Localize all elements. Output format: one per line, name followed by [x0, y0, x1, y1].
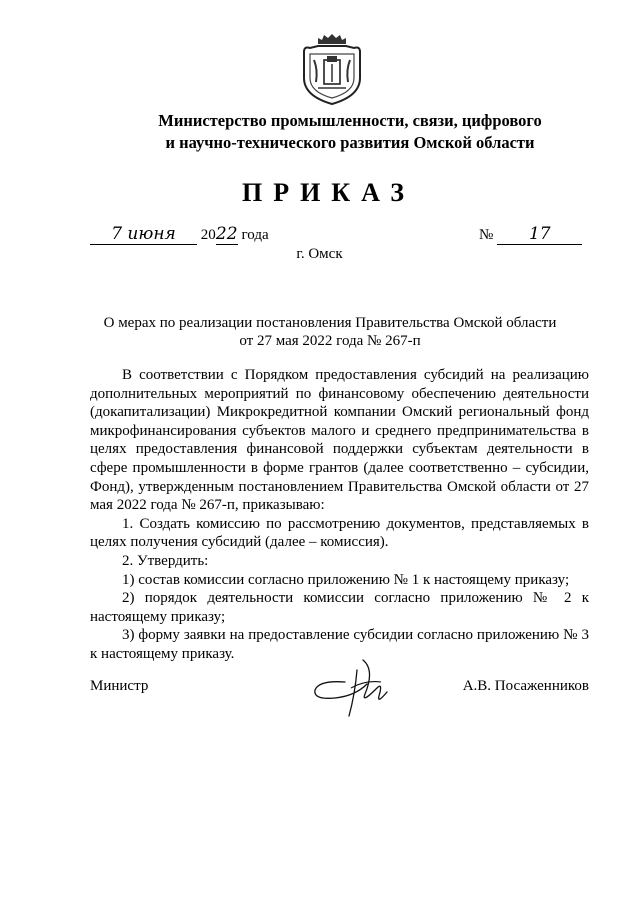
- ministry-name-line2: и научно-технического развития Омской области: [165, 133, 535, 152]
- subject-line2: от 27 мая 2022 года № 267-п: [239, 333, 421, 349]
- body-item-2: 2. Утвердить:: [122, 552, 209, 569]
- date-day-month: 7 июня: [90, 224, 197, 245]
- ministry-name: [100, 110, 600, 154]
- body-intro: В соответствии с Порядком предоставления субсидий на реализацию дополнительных мероприятий по финансовому обеспечению деятельности (докапитализации) Микрокредитной компании Омский региональный фонд микрофинансирования субъектов малого и среднего предпринимательства в целях предоставления финансовой поддержки субъектам деятельности в сфере промышленности в форме грантов (далее соответственно – субсидии, Фонд), утвержденным постановлением Правительства Омской области от 27 мая 2022 года № 267-п, приказываю:: [90, 367, 589, 514]
- order-subject: [90, 314, 570, 350]
- body-item-2-3: 3) форму заявки на предоставление субсидии согласно приложению № 3 к настоящему приказу.: [90, 627, 589, 662]
- city: г. Омск: [296, 246, 343, 262]
- ministry-name-line1: Министерство промышленности, связи, цифрового: [158, 111, 542, 130]
- date-year-prefix: 20: [200, 227, 216, 243]
- date-year-word: года: [241, 227, 269, 243]
- body-item-1: 1. Создать комиссию по рассмотрению документов, представляемых в целях получения субсидий (далее – комиссия).: [90, 515, 589, 551]
- order-body: [90, 366, 589, 664]
- number-label: №: [479, 227, 494, 243]
- document-type-title: ПРИКАЗ: [241, 178, 416, 207]
- number-value: 17: [497, 224, 582, 245]
- signatory-title: Министр: [90, 678, 149, 694]
- coat-of-arms-emblem: [294, 30, 370, 106]
- body-item-2-1: 1) состав комиссии согласно приложению № 1 к настоящему приказу;: [122, 571, 570, 588]
- body-item-2-2: 2) порядок деятельности комиссии согласно приложению № 2 к настоящему приказу;: [90, 590, 589, 625]
- subject-line1: О мерах по реализации постановления Правительства Омской области: [103, 315, 557, 331]
- order-date: [90, 224, 269, 245]
- signatory-name: А.В. Посаженников: [462, 678, 589, 694]
- order-number: [479, 224, 582, 245]
- date-year-suffix: 22: [215, 224, 238, 244]
- handwritten-signature: [305, 650, 405, 722]
